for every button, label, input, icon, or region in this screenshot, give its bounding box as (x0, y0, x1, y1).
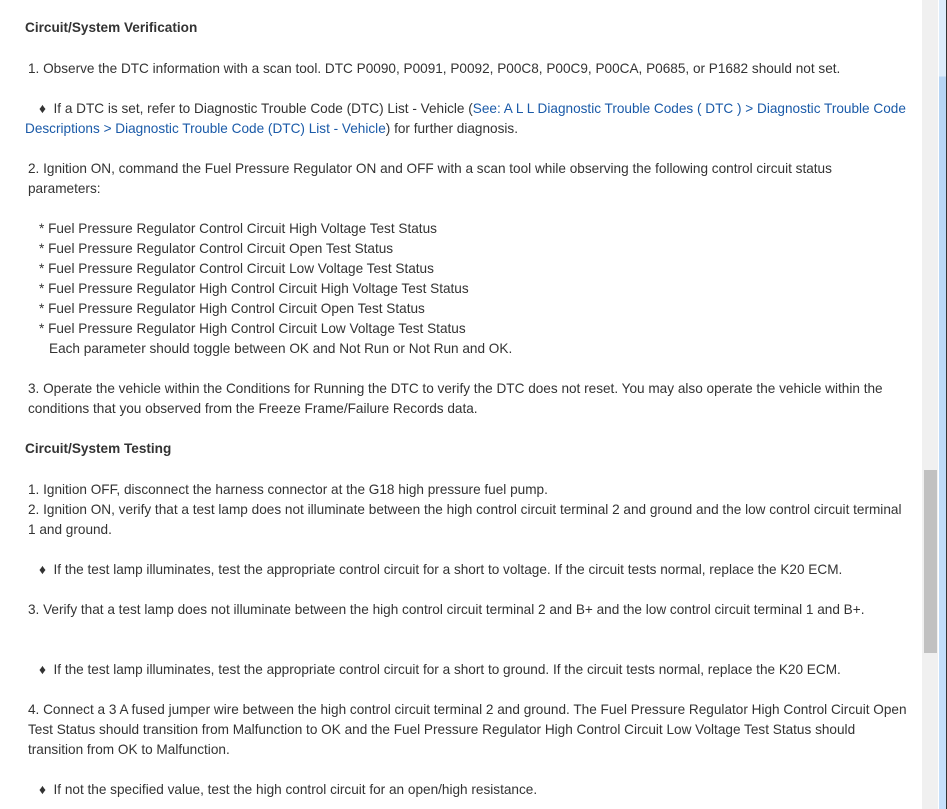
testing-step-2: 2. Ignition ON, verify that a test lamp does not illuminate between the high control circuit terminal 2 and ground and the low control circuit terminal 1 and ground. (28, 502, 902, 537)
testing-step-4: 4. Connect a 3 A fused jumper wire between the high control circuit terminal 2 and ground. The Fuel Pressure Regulator High Control Circuit Open Test Status should transition from Malfunction to OK and the Fuel Pressure Regulator High Control Circuit Low Voltage Test Status should transition from OK to Malfunction. (28, 702, 907, 757)
dtc-list-link[interactable]: See: A L L Diagnostic Trouble Codes ( DTC ) > Diagnostic Trouble Code Descriptions > Diagnostic Trouble Code (DTC) List - Vehicle (25, 101, 906, 136)
params-note: Each parameter should toggle between OK and Not Run or Not Run and OK. (49, 341, 513, 356)
scrollbar-thumb[interactable] (924, 470, 937, 653)
param-item: * Fuel Pressure Regulator High Control Circuit Open Test Status (39, 301, 425, 316)
bullet-text: If a DTC is set, refer to Diagnostic Trouble Code (DTC) List - Vehicle ( (53, 101, 473, 116)
bullet-icon: ♦ (39, 101, 46, 116)
window-edge (939, 0, 947, 809)
param-item: * Fuel Pressure Regulator Control Circuit High Voltage Test Status (39, 221, 437, 236)
verification-step-3: 3. Operate the vehicle within the Conditions for Running the DTC to verify the DTC does not reset. You may also operate the vehicle within the conditions that you observed from the Freeze Frame/Failure Records data. (28, 381, 883, 416)
bullet-icon: ♦ (39, 562, 46, 577)
param-item: * Fuel Pressure Regulator Control Circuit Low Voltage Test Status (39, 261, 434, 276)
scrollbar-track[interactable] (922, 0, 938, 809)
bullet-text: If the test lamp illuminates, test the appropriate control circuit for a short to ground. If the circuit tests normal, replace the K20 ECM. (53, 662, 841, 677)
testing-bullet-2 (25, 560, 924, 580)
testing-bullet-4 (25, 780, 924, 800)
testing-step-3: 3. Verify that a test lamp does not illuminate between the high control circuit terminal 2 and B+ and the low control circuit terminal 1 and B+. (28, 602, 865, 617)
param-item: * Fuel Pressure Regulator High Control Circuit High Voltage Test Status (39, 281, 469, 296)
bullet-text: ) for further diagnosis. (385, 121, 518, 136)
param-item: * Fuel Pressure Regulator High Control Circuit Low Voltage Test Status (39, 321, 466, 336)
verification-step-2: 2. Ignition ON, command the Fuel Pressure Regulator ON and OFF with a scan tool while observing the following control circuit status parameters: (28, 161, 832, 196)
testing-bullet-3 (25, 660, 924, 680)
bullet-text: If not the specified value, test the high control circuit for an open/high resistance. (53, 782, 538, 797)
param-item: * Fuel Pressure Regulator Control Circuit Open Test Status (39, 241, 394, 256)
bullet-text: If the test lamp illuminates, test the appropriate control circuit for a short to voltage. If the circuit tests normal, replace the K20 ECM. (53, 562, 843, 577)
bullet-icon: ♦ (39, 782, 46, 797)
section-heading-verification: Circuit/System Verification (25, 20, 198, 35)
testing-step-1: 1. Ignition OFF, disconnect the harness connector at the G18 high pressure fuel pump. (28, 482, 548, 497)
section-heading-testing: Circuit/System Testing (25, 441, 172, 456)
verification-bullet-1 (25, 99, 910, 139)
verification-step-1: 1. Observe the DTC information with a scan tool. DTC P0090, P0091, P0092, P00C8, P00C9, P00CA, P0685, or P1682 should not set. (28, 61, 841, 76)
bullet-icon: ♦ (39, 662, 46, 677)
